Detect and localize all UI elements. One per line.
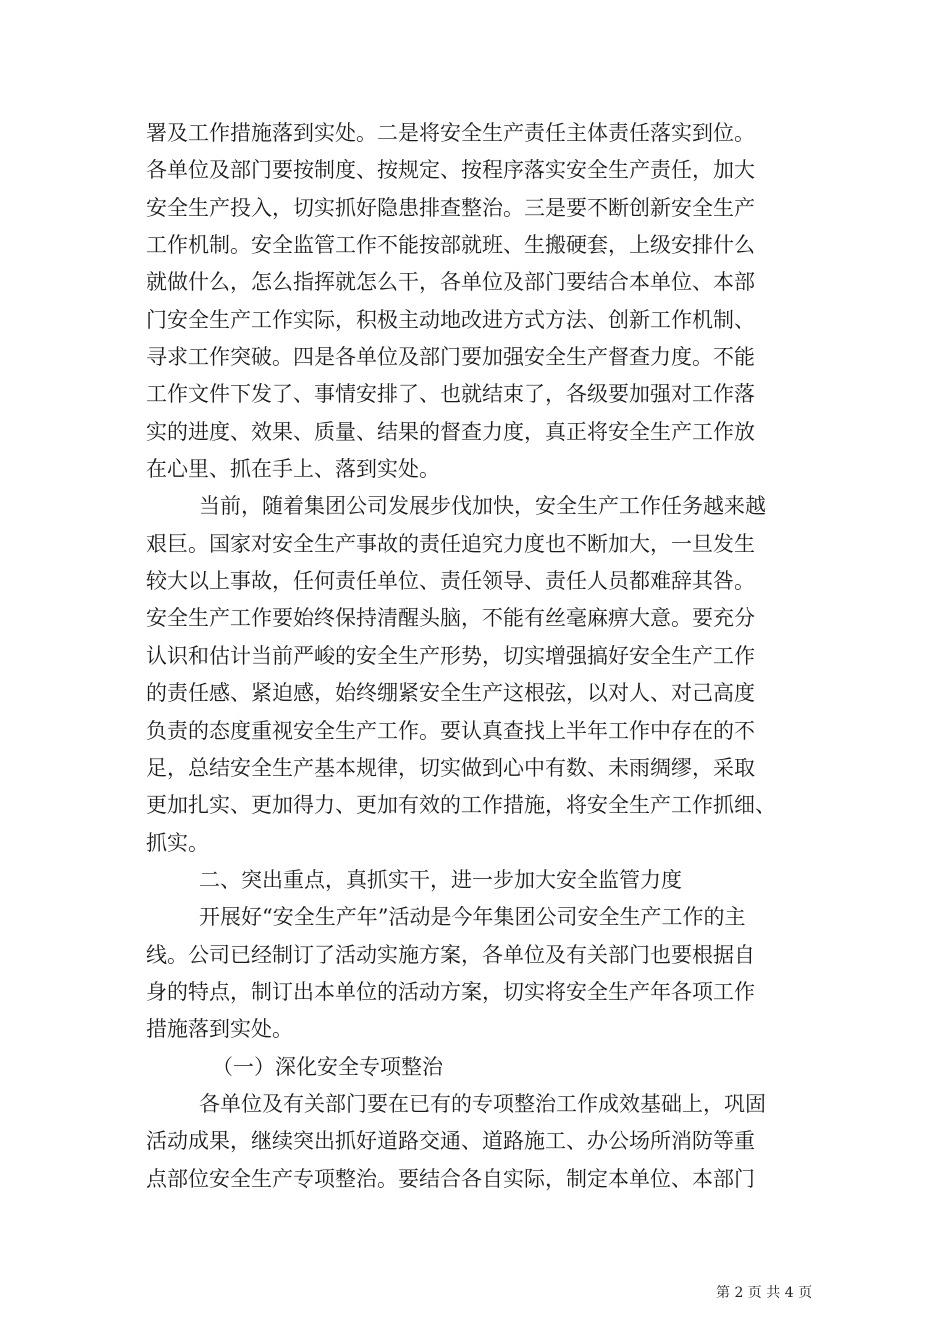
text-line: 线。公司已经制订了活动实施方案，各单位及有关部门也要根据自: [146, 942, 755, 967]
text-line: 活动成果，继续突出抓好道路交通、道路施工、办公场所消防等重: [146, 1129, 755, 1154]
text-line: 各单位及部门要按制度、按规定、按程序落实安全生产责任，加大: [146, 158, 755, 183]
paragraph-safety-year-campaign: [146, 899, 806, 1048]
text-line: 较大以上事故，任何责任单位、责任领导、责任人员都难辞其咎。: [146, 569, 755, 594]
text-line: 工作机制。安全监管工作不能按部就班、生搬硬套，上级安排什么: [146, 233, 755, 258]
text-line: 点部位安全生产专项整治。要结合各自实际，制定本单位、本部门: [146, 1166, 755, 1191]
text-line: 寻求工作突破。四是各单位及部门要加强安全生产督查力度。不能: [146, 345, 755, 370]
text-line: 认识和估计当前严峻的安全生产形势，切实增强搞好安全生产工作: [146, 643, 755, 668]
paragraph-special-rectification: [146, 1086, 806, 1198]
text-line: 实的进度、效果、质量、结果的督查力度，真正将安全生产工作放: [146, 419, 755, 444]
text-line: 工作文件下发了、事情安排了、也就结束了，各级要加强对工作落: [146, 382, 755, 407]
text-line: （一）深化安全专项整治: [212, 1054, 443, 1079]
text-line: 安全生产投入，切实抓好隐患排查整治。三是要不断创新安全生产: [146, 195, 755, 220]
paragraph-safety-responsibility: [146, 115, 806, 488]
text-line: 当前，随着集团公司发展步伐加快，安全生产工作任务越来越: [199, 494, 766, 519]
text-line: 安全生产工作要始终保持清醒头脑，不能有丝毫麻痹大意。要充分: [146, 606, 755, 631]
text-line: 措施落到实处。: [146, 1017, 293, 1042]
text-line: 更加扎实、更加得力、更加有效的工作措施，将安全生产工作抓细、: [146, 793, 776, 818]
text-line: 足，总结安全生产基本规律，切实做到心中有数、未雨绸缪，采取: [146, 755, 755, 780]
text-line: 抓实。: [146, 830, 209, 855]
text-line: 署及工作措施落到实处。二是将安全生产责任主体责任落实到位。: [146, 121, 755, 145]
body-text: [146, 115, 806, 1198]
section-heading: [146, 862, 806, 899]
text-line: 就做什么，怎么指挥就怎么干，各单位及部门要结合本单位、本部: [146, 270, 755, 295]
paragraph-current-situation: [146, 488, 806, 861]
text-line: 门安全生产工作实际，积极主动地改进方式方法、创新工作机制、: [146, 307, 755, 332]
text-line: 的责任感、紧迫感，始终绷紧安全生产这根弦，以对人、对己高度: [146, 681, 755, 706]
text-line: 各单位及有关部门要在已有的专项整治工作成效基础上，巩固: [199, 1091, 766, 1116]
page-number-footer: 第 2 页 共 4 页: [716, 1285, 813, 1301]
text-line: 艰巨。国家对安全生产事故的责任追究力度也不断加大，一旦发生: [146, 531, 755, 556]
text-line: 负责的态度重视安全生产工作。要认真查找上半年工作中存在的不: [146, 718, 755, 743]
text-line: 开展好“安全生产年”活动是今年集团公司安全生产工作的主: [199, 905, 746, 930]
text-line: 身的特点，制订出本单位的活动方案，切实将安全生产年各项工作: [146, 979, 755, 1004]
subsection-heading: [146, 1049, 806, 1086]
text-line: 在心里、抓在手上、落到实处。: [146, 457, 440, 482]
text-line: 二、突出重点，真抓实干，进一步加大安全监管力度: [199, 867, 682, 892]
